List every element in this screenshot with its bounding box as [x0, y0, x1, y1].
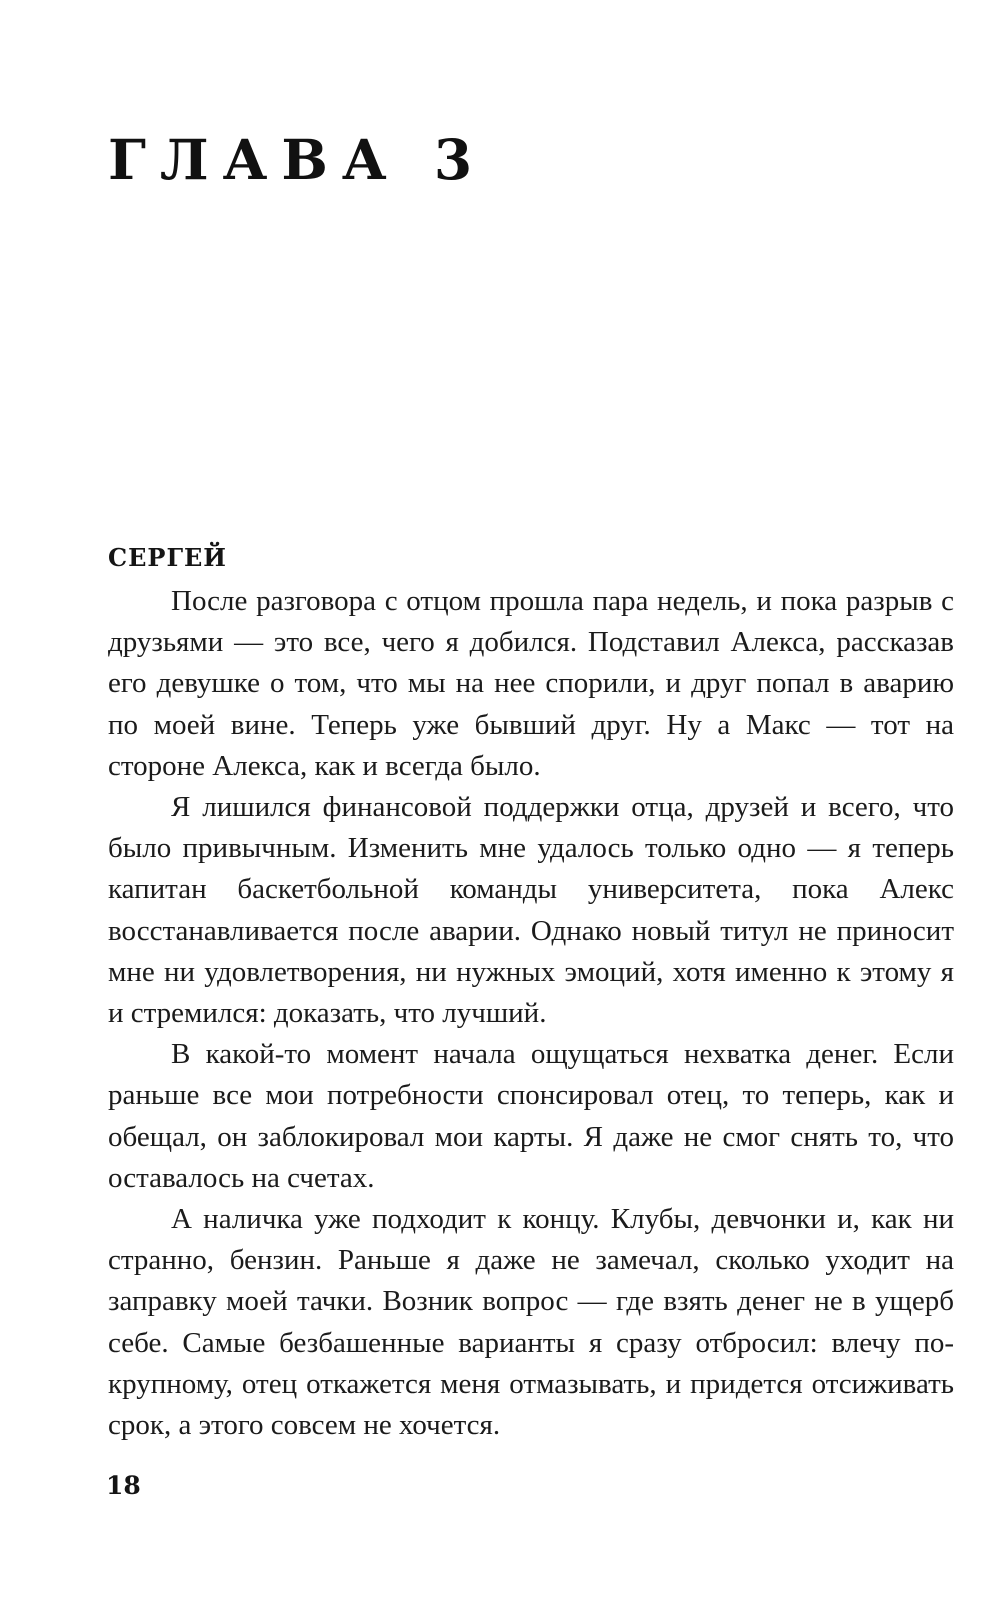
section-heading: СЕРГЕЙ	[108, 543, 227, 572]
chapter-text	[108, 540, 954, 1446]
paragraph-3: В какой-то момент начала ощущаться нехватка денег. Если раньше все мои потребности спонсировал отец, то теперь, как и обещал, он заблокировал мои карты. Я даже не смог снять то, что оставалось на счетах.	[108, 1038, 954, 1194]
paragraph-1: После разговора с отцом прошла пара недель, и пока разрыв с друзьями — это все, чего я добился. Подставил Алекса, рассказав его девушке о том, что мы на нее спорили, и друг попал в аварию по моей вине. Теперь уже бывший друг. Ну а Макс — тот на стороне Алекса, как и всегда было.	[108, 585, 954, 782]
chapter-title: ГЛАВА 3	[108, 127, 487, 192]
paragraph-2: Я лишился финансовой поддержки отца, друзей и всего, что было привычным. Изменить мне удалось только одно — я теперь капитан баскетбольной команды университета, пока Алекс восстанавливается после аварии. Однако новый титул не приносит мне ни удовлетворения, ни нужных эмоций, хотя именно к этому я и стремился: доказать, что лучший.	[108, 791, 954, 1030]
page-number: 18	[106, 1471, 141, 1500]
paragraph-4: А наличка уже подходит к концу. Клубы, девчонки и, как ни странно, бензин. Раньше я даже не замечал, сколько уходит на заправку моей тачки. Возник вопрос — где взять денег не в ущерб себе. Самые безбашенные варианты я сразу отбросил: влечу по-крупному, отец откажется меня отмазывать, и придется отсиживать срок, а этого совсем не хочется.	[108, 1203, 954, 1442]
